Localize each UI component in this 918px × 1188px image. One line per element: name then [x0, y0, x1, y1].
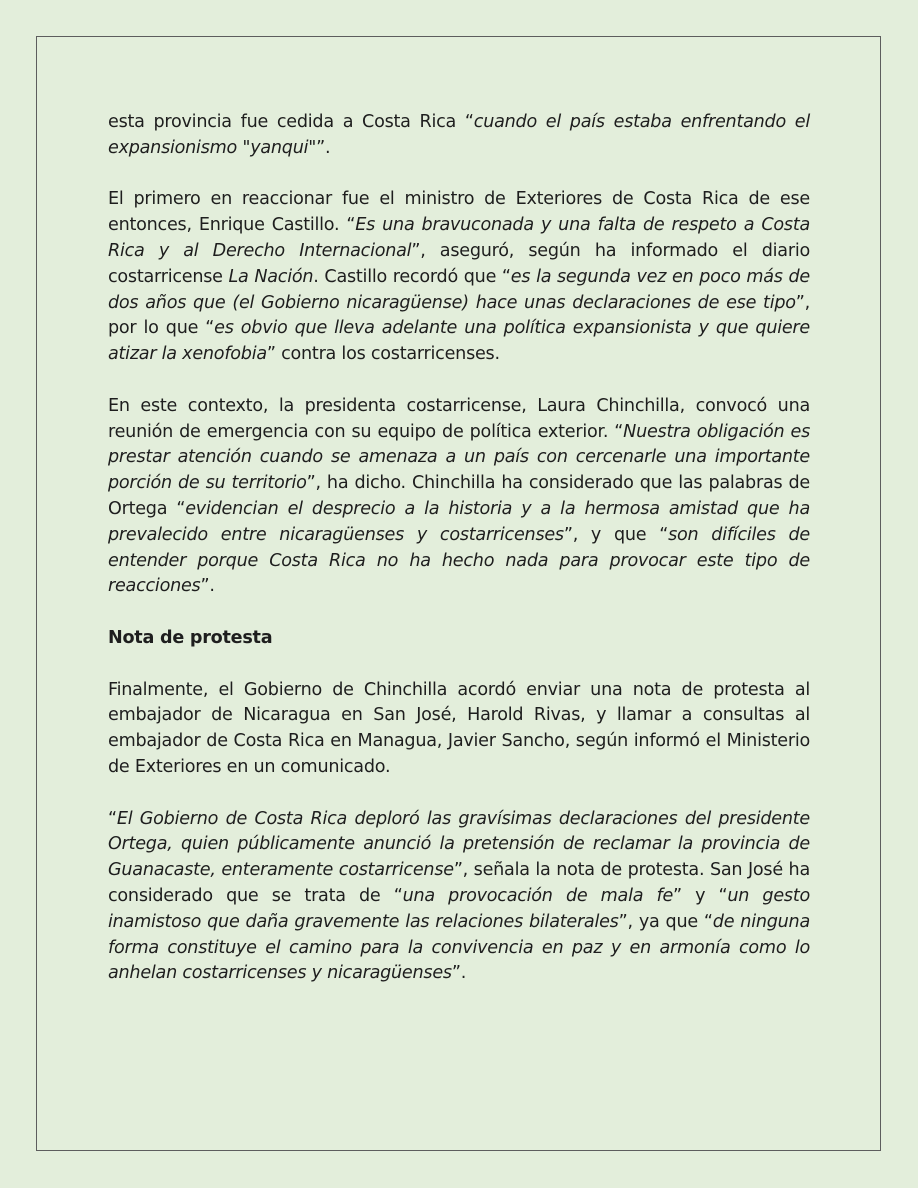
italic-quote: es obvio que lleva adelante una política expansionista y que quiere atizar la xenofobia [108, 318, 810, 365]
text-run: ”, ya que “ [618, 911, 713, 932]
text-run: . Castillo recordó que “ [313, 266, 511, 287]
italic-quote: Nuestra obligación es prestar atención cuando se amenaza a un país con cercenarle una importante porción de su territorio [108, 421, 810, 494]
italic-quote: un gesto inamistoso que daña gravemente las relaciones bilaterales [108, 885, 811, 932]
italic-quote: es la segunda vez en poco más de dos años que (el Gobierno nicaragüense) hace unas declaraciones de ese tipo [108, 266, 810, 313]
text-run: esta provincia fue cedida a Costa Rica “ [108, 112, 474, 132]
text-run: ” y “ [673, 885, 728, 906]
section-heading: Nota de protesta [108, 627, 273, 648]
text-run: ”. [451, 963, 467, 984]
text-run: ”. [200, 576, 215, 597]
italic-quote: Es una bravuconada y una falta de respeto a Costa Rica y al Derecho Internacional [108, 215, 810, 261]
text-run: El primero en reaccionar fue el ministro de Exteriores de Costa Rica de ese entonces, Enrique Castillo. “ [108, 189, 810, 236]
italic-quote: evidencian el desprecio a la historia y a la hermosa amistad que ha prevalecido entre nicaragüenses y costarricenses [108, 498, 810, 545]
text-run: ”, aseguró, según ha informado el diario costarricense [108, 240, 810, 287]
text-run: ”. [316, 137, 331, 158]
paragraph-2 [108, 187, 810, 368]
italic-quote: cuando el país estaba enfrentando el expansionismo "yanqui" [108, 112, 810, 158]
italic-quote: son difíciles de entender porque Costa Rica no ha hecho nada para provocar este tipo de reacciones [108, 524, 811, 597]
text-run: Finalmente, el Gobierno de Chinchilla acordó enviar una nota de protesta al embajador de Nicaragua en San José, Harold Rivas, y llamar a consultas al embajador de Costa Rica en Managua, Javier Sancho, según informó el Ministerio de Exteriores en un comunicado. [108, 679, 810, 777]
text-run: ” contra los costarricenses. [266, 344, 500, 365]
text-run: ”, por lo que “ [108, 292, 810, 339]
article-body [108, 110, 810, 1013]
paragraph-3 [108, 394, 810, 600]
italic-quote: de ninguna forma constituye el camino para la convivencia en paz y en armonía como lo anhelan costarricenses y nicaragüenses [108, 911, 810, 984]
paragraph-4 [108, 678, 810, 781]
italic-quote: una provocación de mala fe [402, 885, 674, 906]
paragraph-1 [108, 110, 810, 162]
text-run: En este contexto, la presidenta costarricense, Laura Chinchilla, convocó una reunión de emergencia con su equipo de política exterior. “ [108, 395, 810, 442]
text-run: ”, y que “ [563, 524, 669, 545]
text-run: ”, señala la nota de protesta. San José ha considerado que se trata de “ [108, 860, 810, 906]
italic-quote: El Gobierno de Costa Rica deploró las gravísimas declaraciones del presidente Ortega, quien públicamente anunció la pretensión de reclamar la provincia de Guanacaste, enteramente costarricense [108, 808, 810, 881]
text-run: “ [108, 808, 117, 829]
newspaper-name: La Nación [228, 266, 314, 287]
text-run: ”, ha dicho. Chinchilla ha considerado que las palabras de Ortega “ [108, 473, 810, 519]
paragraph-5 [108, 807, 810, 988]
